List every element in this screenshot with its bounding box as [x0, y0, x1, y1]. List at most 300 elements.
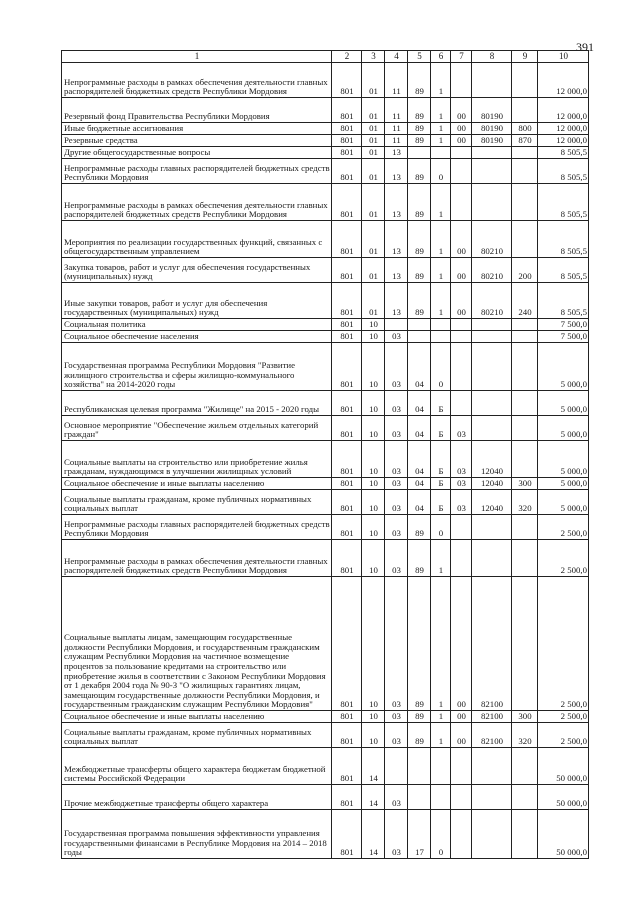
- expense-type-code-cell: 300: [512, 711, 538, 723]
- amount-cell: 5 000,0: [538, 490, 589, 515]
- program-code-cell: 89: [408, 123, 431, 135]
- event-code-cell: [451, 810, 472, 859]
- header-cell: 9: [512, 51, 538, 63]
- amount-cell: 12 000,0: [538, 98, 589, 123]
- subsection-code-cell: 03: [385, 416, 408, 441]
- ministry-code-cell: 801: [332, 441, 362, 478]
- direction-code-cell: [472, 785, 512, 810]
- event-code-cell: [451, 785, 472, 810]
- header-cell: 5: [408, 51, 431, 63]
- header-cell: 7: [451, 51, 472, 63]
- ministry-code-cell: 801: [332, 515, 362, 540]
- subprogram-code-cell: 0: [431, 810, 451, 859]
- program-code-cell: 89: [408, 135, 431, 147]
- section-code-cell: 10: [362, 540, 385, 577]
- subsection-code-cell: 03: [385, 331, 408, 343]
- section-code-cell: 01: [362, 135, 385, 147]
- subprogram-code-cell: 1: [431, 258, 451, 283]
- subsection-code-cell: 13: [385, 159, 408, 184]
- expense-type-code-cell: [512, 748, 538, 785]
- subprogram-code-cell: 0: [431, 343, 451, 391]
- subsection-code-cell: 03: [385, 441, 408, 478]
- header-cell: 8: [472, 51, 512, 63]
- item-name-cell: Резервные средства: [62, 135, 332, 147]
- item-name-cell: Непрограммные расходы в рамках обеспечения деятельности главных распорядителей бюджетных средств Республики Мордовия: [62, 63, 332, 98]
- expense-type-code-cell: 240: [512, 283, 538, 319]
- amount-cell: 2 500,0: [538, 723, 589, 748]
- expense-type-code-cell: [512, 540, 538, 577]
- table-row: [62, 184, 589, 221]
- subsection-code-cell: 11: [385, 98, 408, 123]
- expense-type-code-cell: [512, 159, 538, 184]
- table-row: [62, 515, 589, 540]
- subsection-code-cell: 03: [385, 490, 408, 515]
- table-row: [62, 478, 589, 490]
- subsection-code-cell: [385, 748, 408, 785]
- program-code-cell: 89: [408, 515, 431, 540]
- table-row: [62, 785, 589, 810]
- event-code-cell: [451, 331, 472, 343]
- table-body: [62, 63, 589, 859]
- event-code-cell: 00: [451, 221, 472, 258]
- subprogram-code-cell: [431, 147, 451, 159]
- header-cell: 2: [332, 51, 362, 63]
- subsection-code-cell: 11: [385, 135, 408, 147]
- amount-cell: 2 500,0: [538, 540, 589, 577]
- direction-code-cell: 82100: [472, 723, 512, 748]
- item-name-cell: Прочие межбюджетные трансферты общего характера: [62, 785, 332, 810]
- amount-cell: 8 505,5: [538, 159, 589, 184]
- ministry-code-cell: 801: [332, 540, 362, 577]
- item-name-cell: Непрограммные расходы главных распорядителей бюджетных средств Республики Мордовия: [62, 159, 332, 184]
- amount-cell: 5 000,0: [538, 391, 589, 416]
- direction-code-cell: 80190: [472, 135, 512, 147]
- section-code-cell: 10: [362, 391, 385, 416]
- program-code-cell: [408, 331, 431, 343]
- program-code-cell: 04: [408, 478, 431, 490]
- event-code-cell: 00: [451, 123, 472, 135]
- section-code-cell: 14: [362, 748, 385, 785]
- ministry-code-cell: 801: [332, 135, 362, 147]
- subsection-code-cell: 13: [385, 283, 408, 319]
- amount-cell: 12 000,0: [538, 123, 589, 135]
- amount-cell: 7 500,0: [538, 331, 589, 343]
- ministry-code-cell: 801: [332, 416, 362, 441]
- ministry-code-cell: 801: [332, 810, 362, 859]
- subprogram-code-cell: 0: [431, 515, 451, 540]
- table-row: [62, 135, 589, 147]
- amount-cell: 8 505,5: [538, 147, 589, 159]
- table-row: [62, 391, 589, 416]
- section-code-cell: 10: [362, 343, 385, 391]
- subsection-code-cell: [385, 319, 408, 331]
- subsection-code-cell: 03: [385, 391, 408, 416]
- expense-type-code-cell: 320: [512, 490, 538, 515]
- direction-code-cell: 12040: [472, 478, 512, 490]
- amount-cell: 50 000,0: [538, 748, 589, 785]
- ministry-code-cell: 801: [332, 478, 362, 490]
- table-row: [62, 723, 589, 748]
- table-row: [62, 748, 589, 785]
- subsection-code-cell: 11: [385, 63, 408, 98]
- section-code-cell: 10: [362, 515, 385, 540]
- ministry-code-cell: 801: [332, 343, 362, 391]
- item-name-cell: Социальные выплаты гражданам, кроме публичных нормативных социальных выплат: [62, 490, 332, 515]
- ministry-code-cell: 801: [332, 711, 362, 723]
- table-row: [62, 319, 589, 331]
- subprogram-code-cell: Б: [431, 416, 451, 441]
- ministry-code-cell: 801: [332, 577, 362, 711]
- item-name-cell: Иные закупки товаров, работ и услуг для обеспечения государственных (муниципальных) нужд: [62, 283, 332, 319]
- event-code-cell: 00: [451, 723, 472, 748]
- subsection-code-cell: 03: [385, 785, 408, 810]
- item-name-cell: Резервный фонд Правительства Республики Мордовия: [62, 98, 332, 123]
- table-row: [62, 221, 589, 258]
- table-row: [62, 123, 589, 135]
- event-code-cell: 00: [451, 135, 472, 147]
- subsection-code-cell: 03: [385, 810, 408, 859]
- table-row: [62, 98, 589, 123]
- subprogram-code-cell: 1: [431, 135, 451, 147]
- table-row: [62, 441, 589, 478]
- section-code-cell: 10: [362, 319, 385, 331]
- event-code-cell: 03: [451, 478, 472, 490]
- expense-type-code-cell: [512, 577, 538, 711]
- event-code-cell: 00: [451, 711, 472, 723]
- direction-code-cell: 80210: [472, 283, 512, 319]
- program-code-cell: 89: [408, 184, 431, 221]
- program-code-cell: 89: [408, 540, 431, 577]
- expense-type-code-cell: [512, 98, 538, 123]
- direction-code-cell: 80190: [472, 98, 512, 123]
- direction-code-cell: 80210: [472, 258, 512, 283]
- amount-cell: 8 505,5: [538, 184, 589, 221]
- budget-table: [61, 50, 589, 859]
- subsection-code-cell: 03: [385, 540, 408, 577]
- event-code-cell: 03: [451, 490, 472, 515]
- ministry-code-cell: 801: [332, 258, 362, 283]
- table-row: [62, 577, 589, 711]
- expense-type-code-cell: 870: [512, 135, 538, 147]
- subsection-code-cell: 03: [385, 478, 408, 490]
- item-name-cell: Непрограммные расходы в рамках обеспечения деятельности главных распорядителей бюджетных средств Республики Мордовия: [62, 184, 332, 221]
- subsection-code-cell: 13: [385, 258, 408, 283]
- section-code-cell: 01: [362, 63, 385, 98]
- header-cell: 10: [538, 51, 589, 63]
- event-code-cell: [451, 540, 472, 577]
- header-cell: 6: [431, 51, 451, 63]
- section-code-cell: 01: [362, 98, 385, 123]
- ministry-code-cell: 801: [332, 748, 362, 785]
- expense-type-code-cell: 800: [512, 123, 538, 135]
- section-code-cell: 01: [362, 283, 385, 319]
- subsection-code-cell: 13: [385, 184, 408, 221]
- program-code-cell: 89: [408, 63, 431, 98]
- direction-code-cell: [472, 810, 512, 859]
- program-code-cell: [408, 785, 431, 810]
- item-name-cell: Социальное обеспечение и иные выплаты населению: [62, 711, 332, 723]
- direction-code-cell: [472, 319, 512, 331]
- expense-type-code-cell: [512, 319, 538, 331]
- ministry-code-cell: 801: [332, 723, 362, 748]
- table-row: [62, 343, 589, 391]
- ministry-code-cell: 801: [332, 319, 362, 331]
- header-cell: 1: [62, 51, 332, 63]
- subsection-code-cell: 03: [385, 343, 408, 391]
- section-code-cell: 01: [362, 147, 385, 159]
- amount-cell: 5 000,0: [538, 416, 589, 441]
- direction-code-cell: [472, 540, 512, 577]
- subprogram-code-cell: 1: [431, 221, 451, 258]
- direction-code-cell: 82100: [472, 711, 512, 723]
- table-row: [62, 283, 589, 319]
- ministry-code-cell: 801: [332, 159, 362, 184]
- program-code-cell: 89: [408, 159, 431, 184]
- program-code-cell: 04: [408, 343, 431, 391]
- item-name-cell: Межбюджетные трансферты общего характера бюджетам бюджетной системы Российской Федерации: [62, 748, 332, 785]
- program-code-cell: [408, 748, 431, 785]
- event-code-cell: [451, 63, 472, 98]
- subsection-code-cell: 03: [385, 723, 408, 748]
- ministry-code-cell: 801: [332, 147, 362, 159]
- expense-type-code-cell: [512, 441, 538, 478]
- program-code-cell: 89: [408, 98, 431, 123]
- event-code-cell: [451, 515, 472, 540]
- direction-code-cell: [472, 331, 512, 343]
- ministry-code-cell: 801: [332, 785, 362, 810]
- amount-cell: 12 000,0: [538, 63, 589, 98]
- subprogram-code-cell: 1: [431, 98, 451, 123]
- item-name-cell: Социальные выплаты лицам, замещающим государственные должности Республики Мордовия, и государственным гражданским служащим Республики Мордовия на частичное возмещение процентов за пользование кредитами на строительство или приобретение жилья в соответствии с Законом Республики Мордовия от 1 декабря 2004 года № 90-З "О жилищных гарантиях лицам, замещающим государственные должности Республики Мордовия, и государственным гражданским служащим Республики Мордовия": [62, 577, 332, 711]
- subprogram-code-cell: Б: [431, 441, 451, 478]
- amount-cell: 50 000,0: [538, 785, 589, 810]
- subprogram-code-cell: 1: [431, 184, 451, 221]
- subsection-code-cell: 13: [385, 221, 408, 258]
- program-code-cell: [408, 147, 431, 159]
- amount-cell: 8 505,5: [538, 258, 589, 283]
- subsection-code-cell: 03: [385, 515, 408, 540]
- event-code-cell: 00: [451, 577, 472, 711]
- direction-code-cell: [472, 159, 512, 184]
- section-code-cell: 01: [362, 159, 385, 184]
- program-code-cell: 04: [408, 490, 431, 515]
- expense-type-code-cell: [512, 515, 538, 540]
- subprogram-code-cell: 1: [431, 283, 451, 319]
- item-name-cell: Непрограммные расходы в рамках обеспечения деятельности главных распорядителей бюджетных средств Республики Мордовия: [62, 540, 332, 577]
- header-cell: 4: [385, 51, 408, 63]
- expense-type-code-cell: [512, 331, 538, 343]
- expense-type-code-cell: 320: [512, 723, 538, 748]
- program-code-cell: 17: [408, 810, 431, 859]
- amount-cell: 50 000,0: [538, 810, 589, 859]
- expense-type-code-cell: [512, 184, 538, 221]
- subprogram-code-cell: 1: [431, 577, 451, 711]
- table-row: [62, 711, 589, 723]
- section-code-cell: 01: [362, 221, 385, 258]
- event-code-cell: 00: [451, 283, 472, 319]
- section-code-cell: 10: [362, 441, 385, 478]
- table-row: [62, 159, 589, 184]
- section-code-cell: 01: [362, 258, 385, 283]
- expense-type-code-cell: [512, 63, 538, 98]
- item-name-cell: Социальное обеспечение и иные выплаты населению: [62, 478, 332, 490]
- subprogram-code-cell: [431, 785, 451, 810]
- subsection-code-cell: 03: [385, 711, 408, 723]
- amount-cell: 5 000,0: [538, 441, 589, 478]
- subprogram-code-cell: Б: [431, 490, 451, 515]
- section-code-cell: 10: [362, 711, 385, 723]
- event-code-cell: [451, 147, 472, 159]
- ministry-code-cell: 801: [332, 123, 362, 135]
- subprogram-code-cell: 1: [431, 711, 451, 723]
- table-row: [62, 490, 589, 515]
- program-code-cell: [408, 319, 431, 331]
- item-name-cell: Основное мероприятие "Обеспечение жильем отдельных категорий граждан": [62, 416, 332, 441]
- direction-code-cell: 12040: [472, 490, 512, 515]
- event-code-cell: 03: [451, 441, 472, 478]
- amount-cell: 5 000,0: [538, 343, 589, 391]
- event-code-cell: [451, 159, 472, 184]
- table-row: [62, 147, 589, 159]
- direction-code-cell: [472, 515, 512, 540]
- section-code-cell: 14: [362, 785, 385, 810]
- table-row: [62, 540, 589, 577]
- item-name-cell: Государственная программа повышения эффективности управления государственными финансами в Республике Мордовия на 2014 – 2018 годы: [62, 810, 332, 859]
- amount-cell: 2 500,0: [538, 711, 589, 723]
- header-row: [62, 51, 589, 63]
- item-name-cell: Социальные выплаты на строительство или приобретение жилья гражданам, нуждающимся в улучшении жилищных условий: [62, 441, 332, 478]
- direction-code-cell: 80190: [472, 123, 512, 135]
- section-code-cell: 14: [362, 810, 385, 859]
- direction-code-cell: [472, 343, 512, 391]
- item-name-cell: Социальные выплаты гражданам, кроме публичных нормативных социальных выплат: [62, 723, 332, 748]
- section-code-cell: 10: [362, 331, 385, 343]
- direction-code-cell: [472, 184, 512, 221]
- section-code-cell: 10: [362, 723, 385, 748]
- item-name-cell: Другие общегосударственные вопросы: [62, 147, 332, 159]
- item-name-cell: Иные бюджетные ассигнования: [62, 123, 332, 135]
- subprogram-code-cell: Б: [431, 478, 451, 490]
- amount-cell: 8 505,5: [538, 283, 589, 319]
- event-code-cell: 00: [451, 258, 472, 283]
- program-code-cell: 89: [408, 283, 431, 319]
- subprogram-code-cell: 1: [431, 63, 451, 98]
- event-code-cell: 03: [451, 416, 472, 441]
- ministry-code-cell: 801: [332, 63, 362, 98]
- amount-cell: 7 500,0: [538, 319, 589, 331]
- subsection-code-cell: 11: [385, 123, 408, 135]
- program-code-cell: 89: [408, 711, 431, 723]
- ministry-code-cell: 801: [332, 490, 362, 515]
- subprogram-code-cell: [431, 331, 451, 343]
- table-row: [62, 258, 589, 283]
- amount-cell: 8 505,5: [538, 221, 589, 258]
- event-code-cell: [451, 184, 472, 221]
- event-code-cell: [451, 748, 472, 785]
- expense-type-code-cell: [512, 343, 538, 391]
- direction-code-cell: [472, 147, 512, 159]
- item-name-cell: Социальное обеспечение населения: [62, 331, 332, 343]
- event-code-cell: 00: [451, 98, 472, 123]
- subprogram-code-cell: [431, 319, 451, 331]
- subsection-code-cell: 03: [385, 577, 408, 711]
- program-code-cell: 89: [408, 258, 431, 283]
- item-name-cell: Мероприятия по реализации государственных функций, связанных с общегосударственным управлением: [62, 221, 332, 258]
- subprogram-code-cell: 1: [431, 123, 451, 135]
- event-code-cell: [451, 391, 472, 416]
- program-code-cell: 89: [408, 723, 431, 748]
- direction-code-cell: [472, 748, 512, 785]
- table-row: [62, 331, 589, 343]
- direction-code-cell: [472, 63, 512, 98]
- expense-type-code-cell: [512, 221, 538, 258]
- table-row: [62, 63, 589, 98]
- item-name-cell: Социальная политика: [62, 319, 332, 331]
- amount-cell: 2 500,0: [538, 515, 589, 540]
- item-name-cell: Закупка товаров, работ и услуг для обеспечения государственных (муниципальных) нужд: [62, 258, 332, 283]
- table-row: [62, 416, 589, 441]
- expense-type-code-cell: [512, 810, 538, 859]
- program-code-cell: 89: [408, 577, 431, 711]
- item-name-cell: Республиканская целевая программа "Жилище" на 2015 - 2020 годы: [62, 391, 332, 416]
- item-name-cell: Государственная программа Республики Мордовия "Развитие жилищного строительства и сферы жилищно-коммунального хозяйства" на 2014-2020 годы: [62, 343, 332, 391]
- ministry-code-cell: 801: [332, 98, 362, 123]
- section-code-cell: 01: [362, 123, 385, 135]
- expense-type-code-cell: [512, 416, 538, 441]
- program-code-cell: 04: [408, 416, 431, 441]
- direction-code-cell: 12040: [472, 441, 512, 478]
- expense-type-code-cell: [512, 391, 538, 416]
- section-code-cell: 10: [362, 577, 385, 711]
- expense-type-code-cell: [512, 147, 538, 159]
- ministry-code-cell: 801: [332, 184, 362, 221]
- amount-cell: 2 500,0: [538, 577, 589, 711]
- page-number: 391: [576, 40, 594, 54]
- header-cell: 3: [362, 51, 385, 63]
- ministry-code-cell: 801: [332, 391, 362, 416]
- subprogram-code-cell: 1: [431, 723, 451, 748]
- ministry-code-cell: 801: [332, 283, 362, 319]
- subsection-code-cell: 13: [385, 147, 408, 159]
- amount-cell: 5 000,0: [538, 478, 589, 490]
- section-code-cell: 10: [362, 416, 385, 441]
- item-name-cell: Непрограммные расходы главных распорядителей бюджетных средств Республики Мордовия: [62, 515, 332, 540]
- program-code-cell: 04: [408, 391, 431, 416]
- direction-code-cell: 82100: [472, 577, 512, 711]
- expense-type-code-cell: 300: [512, 478, 538, 490]
- section-code-cell: 01: [362, 184, 385, 221]
- subprogram-code-cell: 1: [431, 540, 451, 577]
- subprogram-code-cell: 0: [431, 159, 451, 184]
- program-code-cell: 89: [408, 221, 431, 258]
- direction-code-cell: 80210: [472, 221, 512, 258]
- section-code-cell: 10: [362, 478, 385, 490]
- section-code-cell: 10: [362, 490, 385, 515]
- event-code-cell: [451, 319, 472, 331]
- program-code-cell: 04: [408, 441, 431, 478]
- expense-type-code-cell: [512, 785, 538, 810]
- direction-code-cell: [472, 391, 512, 416]
- event-code-cell: [451, 343, 472, 391]
- expense-type-code-cell: 200: [512, 258, 538, 283]
- subprogram-code-cell: Б: [431, 391, 451, 416]
- subprogram-code-cell: [431, 748, 451, 785]
- direction-code-cell: [472, 416, 512, 441]
- ministry-code-cell: 801: [332, 331, 362, 343]
- ministry-code-cell: 801: [332, 221, 362, 258]
- table-row: [62, 810, 589, 859]
- amount-cell: 12 000,0: [538, 135, 589, 147]
